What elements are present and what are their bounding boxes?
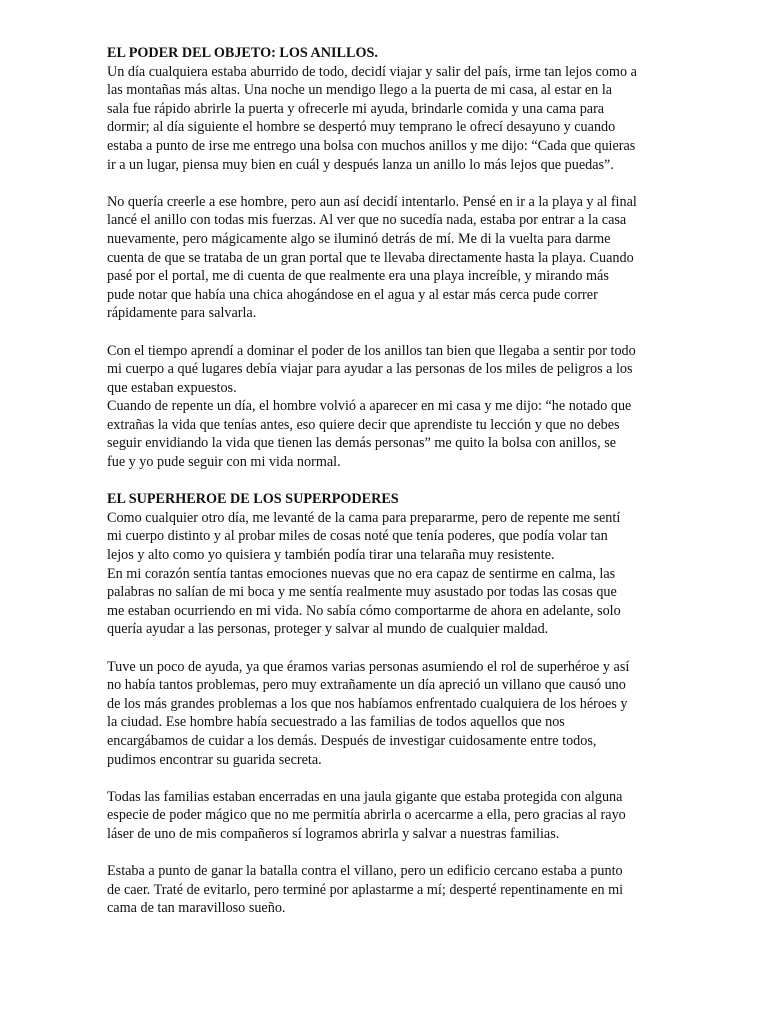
paragraph: Todas las familias estaban encerradas en una jaula gigante que estaba protegida con alguna especie de poder mágico que no me permitía abrirla o acercarme a ella, pero gracias al rayo láser de uno de mis compañeros sí logramos abrirla y salvar a nuestras familias. bbox=[107, 788, 626, 842]
document-page bbox=[107, 44, 637, 918]
paragraph: No quería creerle a ese hombre, pero aun así decidí intentarlo. Pensé en ir a la playa y al final lancé el anillo con todas mis fuerzas. Al ver que no sucedía nada, estaba por entrar a la casa nuevamente, pero mágicamente algo se iluminó detrás de mí. Me di la vuelta para darme cuenta de que se trataba de un gran portal que te llevaba directamente hasta la playa. Cuando pasé por el portal, me di cuenta de que realmente era una playa increíble, y mirando más pude notar que había una chica ahogándose en el agua y al estar más cerca pude correr rápidamente para salvarla. bbox=[107, 193, 637, 322]
section-title-anillos: EL PODER DEL OBJETO: LOS ANILLOS. bbox=[107, 45, 378, 61]
paragraph: En mi corazón sentía tantas emociones nuevas que no era capaz de sentirme en calma, las palabras no salían de mi boca y me sentía realmente muy asustado por todas las cosas que me estaban ocurriendo en mi vida. No sabía cómo comportarme de ahora en adelante, solo quería ayudar a las personas, proteger y salvar al mundo de cualquier maldad. bbox=[107, 565, 621, 638]
paragraph: Tuve un poco de ayuda, ya que éramos varias personas asumiendo el rol de superhéroe y así no había tantos problemas, pero muy extrañamente un día apreció un villano que causó uno de los más grandes problemas a los que nos habíamos enfrentado cualquiera de los héroes y la ciudad. Ese hombre había secuestrado a las familias de todos aquellos que nos encargábamos de cuidar a los demás. Después de investigar cuidosamente entre todos, pudimos encontrar su guarida secreta. bbox=[107, 658, 630, 768]
paragraph-gap bbox=[107, 844, 637, 863]
paragraph: Como cualquier otro día, me levanté de la cama para prepararme, pero de repente me sentí mi cuerpo distinto y al probar miles de cosas noté que tenía poderes, que podía volar tan lejos y alto como yo quisiera y también podía tirar una telaraña muy resistente. bbox=[107, 509, 621, 564]
paragraph-gap bbox=[107, 639, 637, 658]
paragraph: Con el tiempo aprendí a dominar el poder de los anillos tan bien que llegaba a sentir por todo mi cuerpo a qué lugares debía viajar para ayudar a las personas de los miles de peligros a los que estaban expuestos. bbox=[107, 342, 636, 396]
paragraph: Estaba a punto de ganar la batalla contra el villano, pero un edificio cercano estaba a punto de caer. Traté de evitarlo, pero terminé por aplastarme a mí; desperté repentinamente en mi cama de tan maravilloso sueño. bbox=[107, 863, 624, 917]
paragraph-gap bbox=[107, 769, 637, 788]
section-gap bbox=[107, 472, 637, 491]
paragraph-gap bbox=[107, 174, 637, 193]
section-title-superheroe: EL SUPERHEROE DE LOS SUPERPODERES bbox=[107, 491, 399, 508]
paragraph: Un día cualquiera estaba aburrido de todo, decidí viajar y salir del país, irme tan lejos como a las montañas más altas. Una noche un mendigo llego a la puerta de mi casa, al estar en la sala fue rápido abrirle la puerta y ofrecerle mi ayuda, brindarle comida y una cama para dormir; al día siguiente el hombre se despertó muy temprano le ofrecí desayuno y cuando estaba a punto de irse me entrego una bolsa con muchos anillos y me dijo: “Cada que quieras ir a un lugar, piensa muy bien en cuál y después lanza un anillo lo más lejos que puedas”. bbox=[107, 63, 637, 173]
paragraph: Cuando de repente un día, el hombre volvió a aparecer en mi casa y me dijo: “he notado que extrañas la vida que tenías antes, eso quiere decir que aprendiste tu lección y que no debes seguir envidiando la vida que tienen las demás personas” me quito la bolsa con anillos, se fue y yo pude seguir con mi vida normal. bbox=[107, 398, 632, 471]
paragraph-gap bbox=[107, 323, 637, 342]
